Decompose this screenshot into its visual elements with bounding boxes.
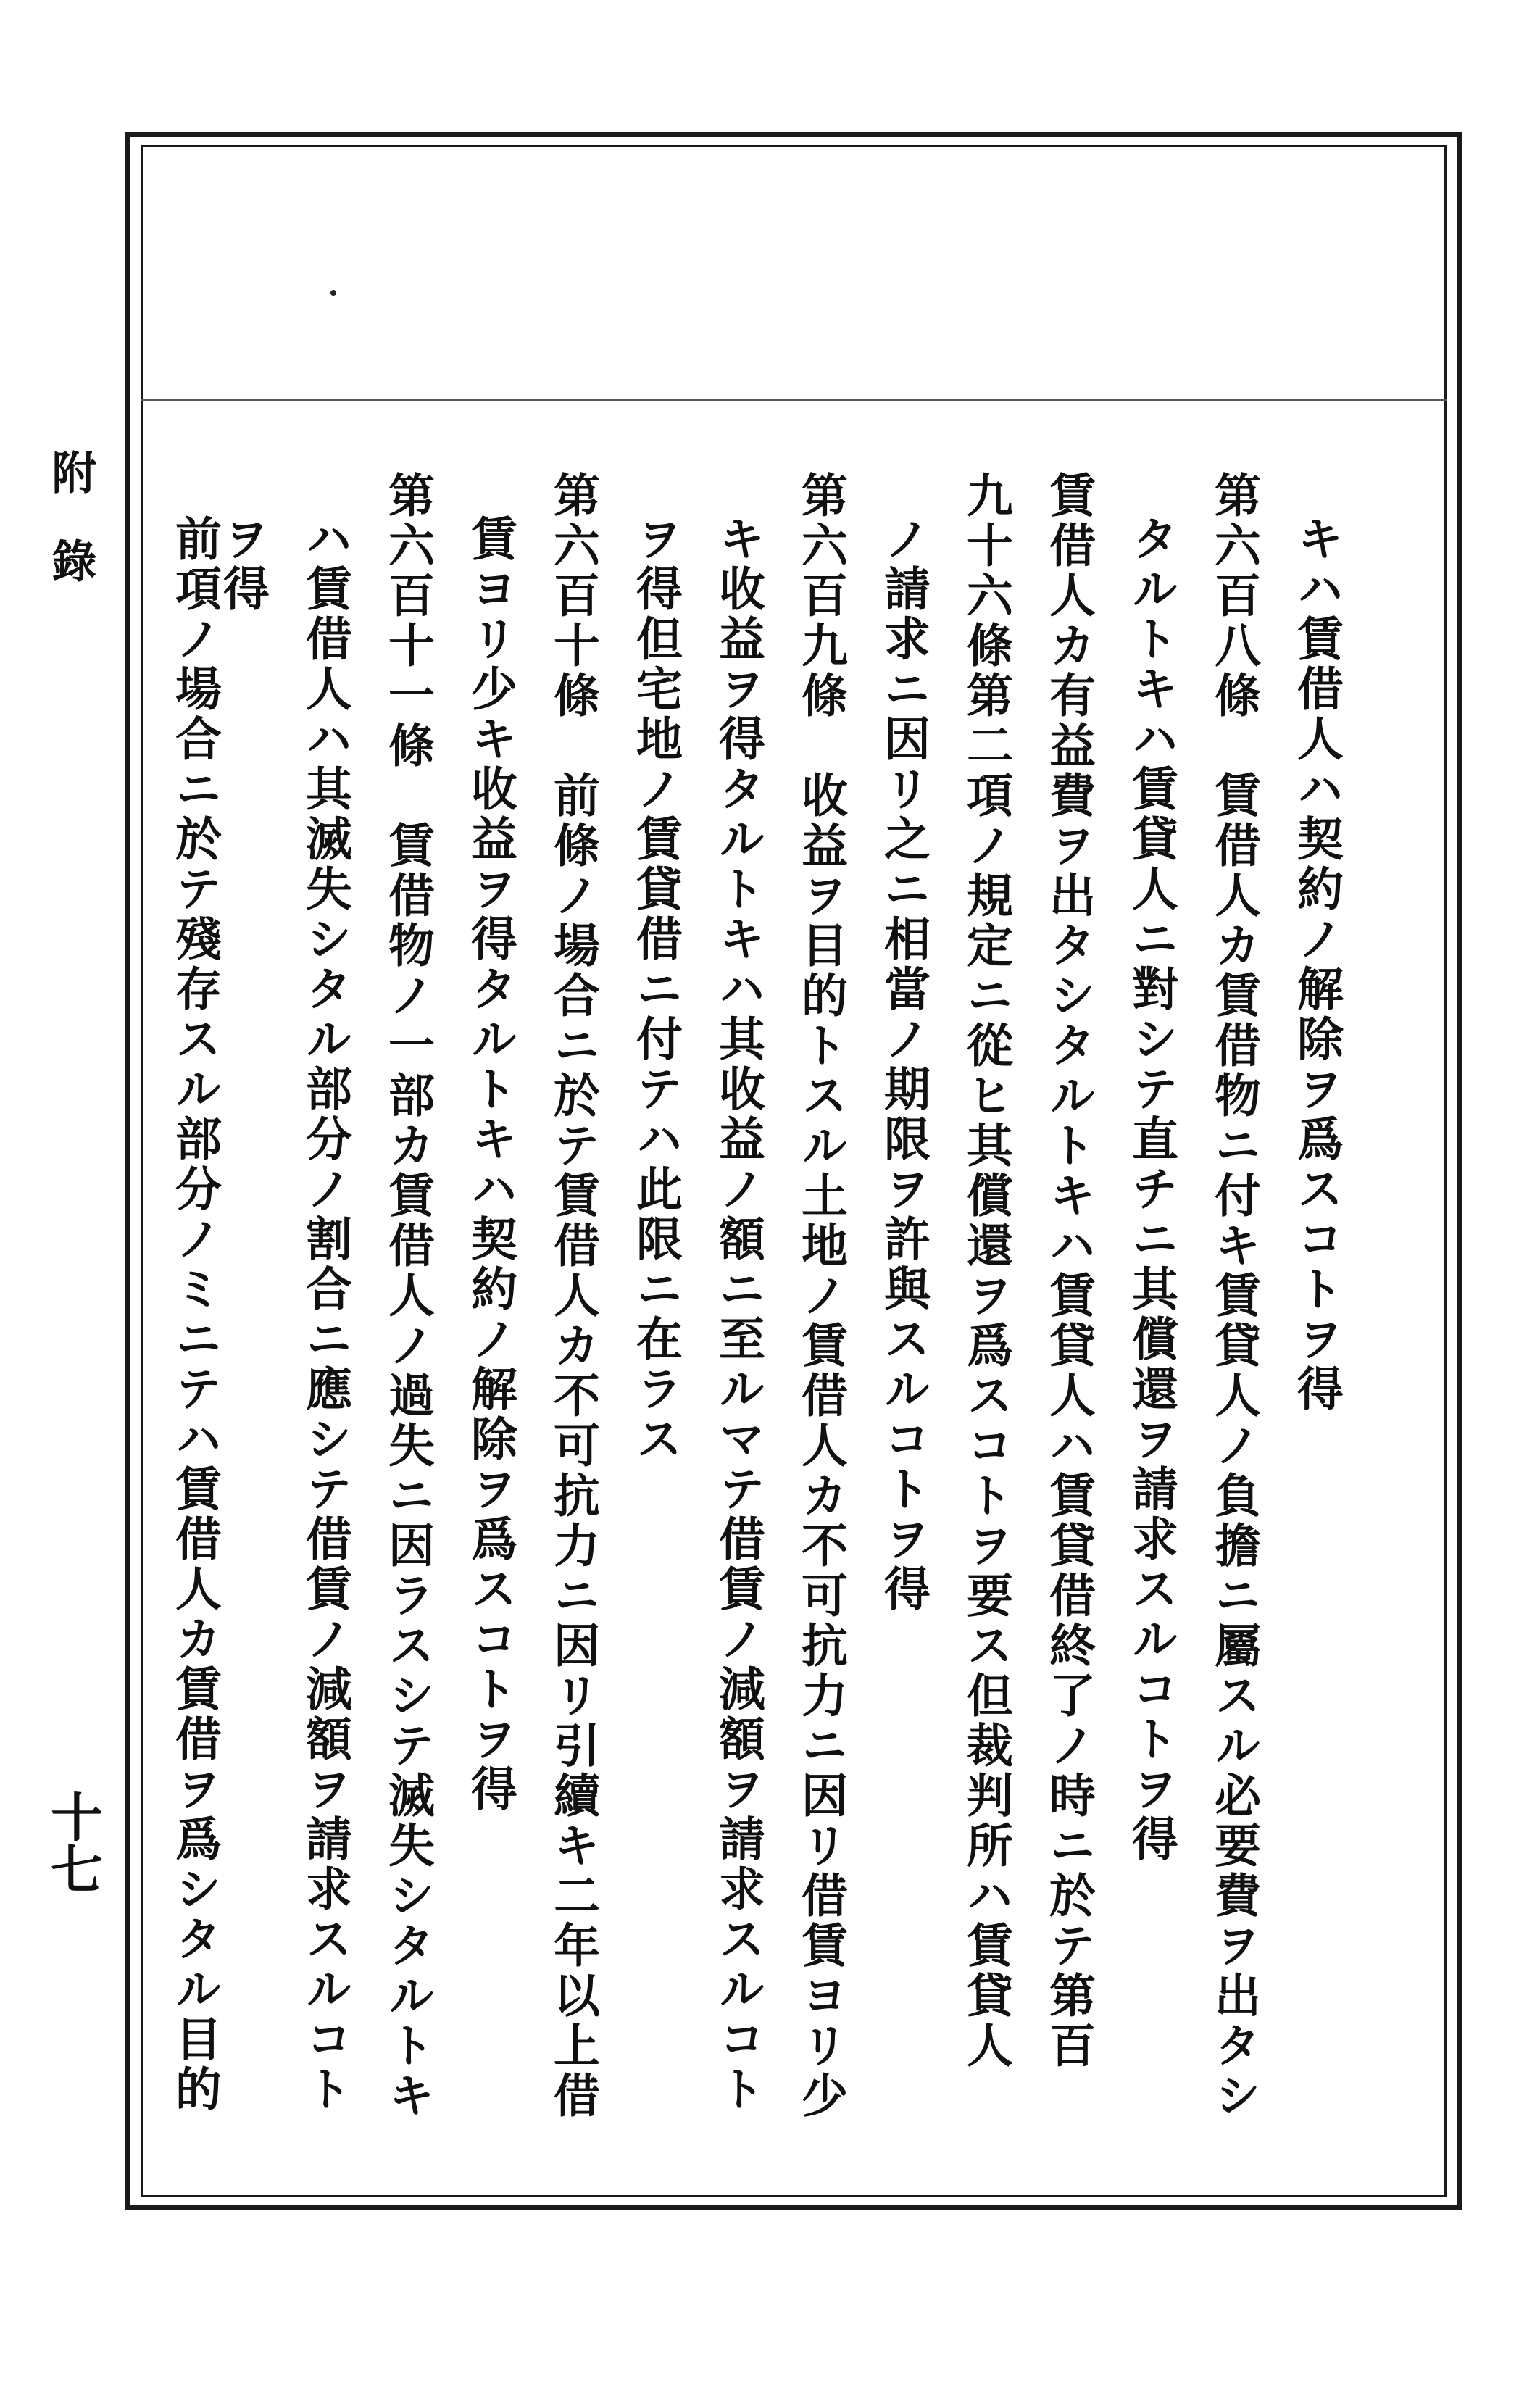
text-column: 第六百十一條 賃借物ノ一部カ賃借人ノ過失ニ因ラスシテ滅失シタルトキ (380, 471, 435, 2121)
text-column: 前項ノ場合ニ於テ殘存スル部分ノミニテハ賃借人カ賃借ヲ爲シタル目的 (167, 515, 222, 2115)
text-column: 九十六條第二項ノ規定ニ從ヒ其償還ヲ爲スコトヲ要ス但裁判所ハ賃貸人 (959, 471, 1013, 2071)
page-number: 十七 (42, 1790, 104, 1894)
text-column: キ收益ヲ得タルトキハ其收益ノ額ニ至ルマテ借賃ノ減額ヲ請求スルコト (711, 515, 765, 2115)
side-label: 附錄 (44, 449, 97, 626)
text-column: ヲ得但宅地ノ賃貸借ニ付テハ此限ニ在ラス (628, 515, 683, 1465)
ink-dot (330, 290, 336, 296)
text-column: ヲ得 (215, 515, 270, 615)
text-column: 第六百十條 前條ノ場合ニ於テ賃借人カ不可抗力ニ因リ引續キ二年以上借 (546, 471, 600, 2121)
text-column: 第六百八條 賃借人カ賃借物ニ付キ賃貸人ノ負擔ニ屬スル必要費ヲ出タシ (1207, 471, 1261, 2121)
text-column: キハ賃借人ハ契約ノ解除ヲ爲スコトヲ得 (1289, 515, 1344, 1415)
text-column: 第六百九條 收益ヲ目的トスル土地ノ賃借人カ不可抗力ニ因リ借賃ヨリ少 (794, 471, 848, 2121)
text-column: ハ賃借人ハ其滅失シタル部分ノ割合ニ應シテ借賃ノ減額ヲ請求スルコト (298, 515, 352, 2115)
text-column: 賃ヨリ少キ收益ヲ得タルトキハ契約ノ解除ヲ爲スコトヲ得 (463, 515, 517, 1815)
text-column: 賃借人カ有益費ヲ出タシタルトキハ賃貸人ハ賃貸借終了ノ時ニ於テ第百 (1041, 471, 1096, 2071)
text-column: ノ請求ニ因リ之ニ相當ノ期限ヲ許與スルコトヲ得 (876, 515, 931, 1615)
text-column: タルトキハ賃貸人ニ對シテ直チニ其償還ヲ請求スルコトヲ得 (1124, 515, 1178, 1865)
header-rule (141, 399, 1447, 401)
